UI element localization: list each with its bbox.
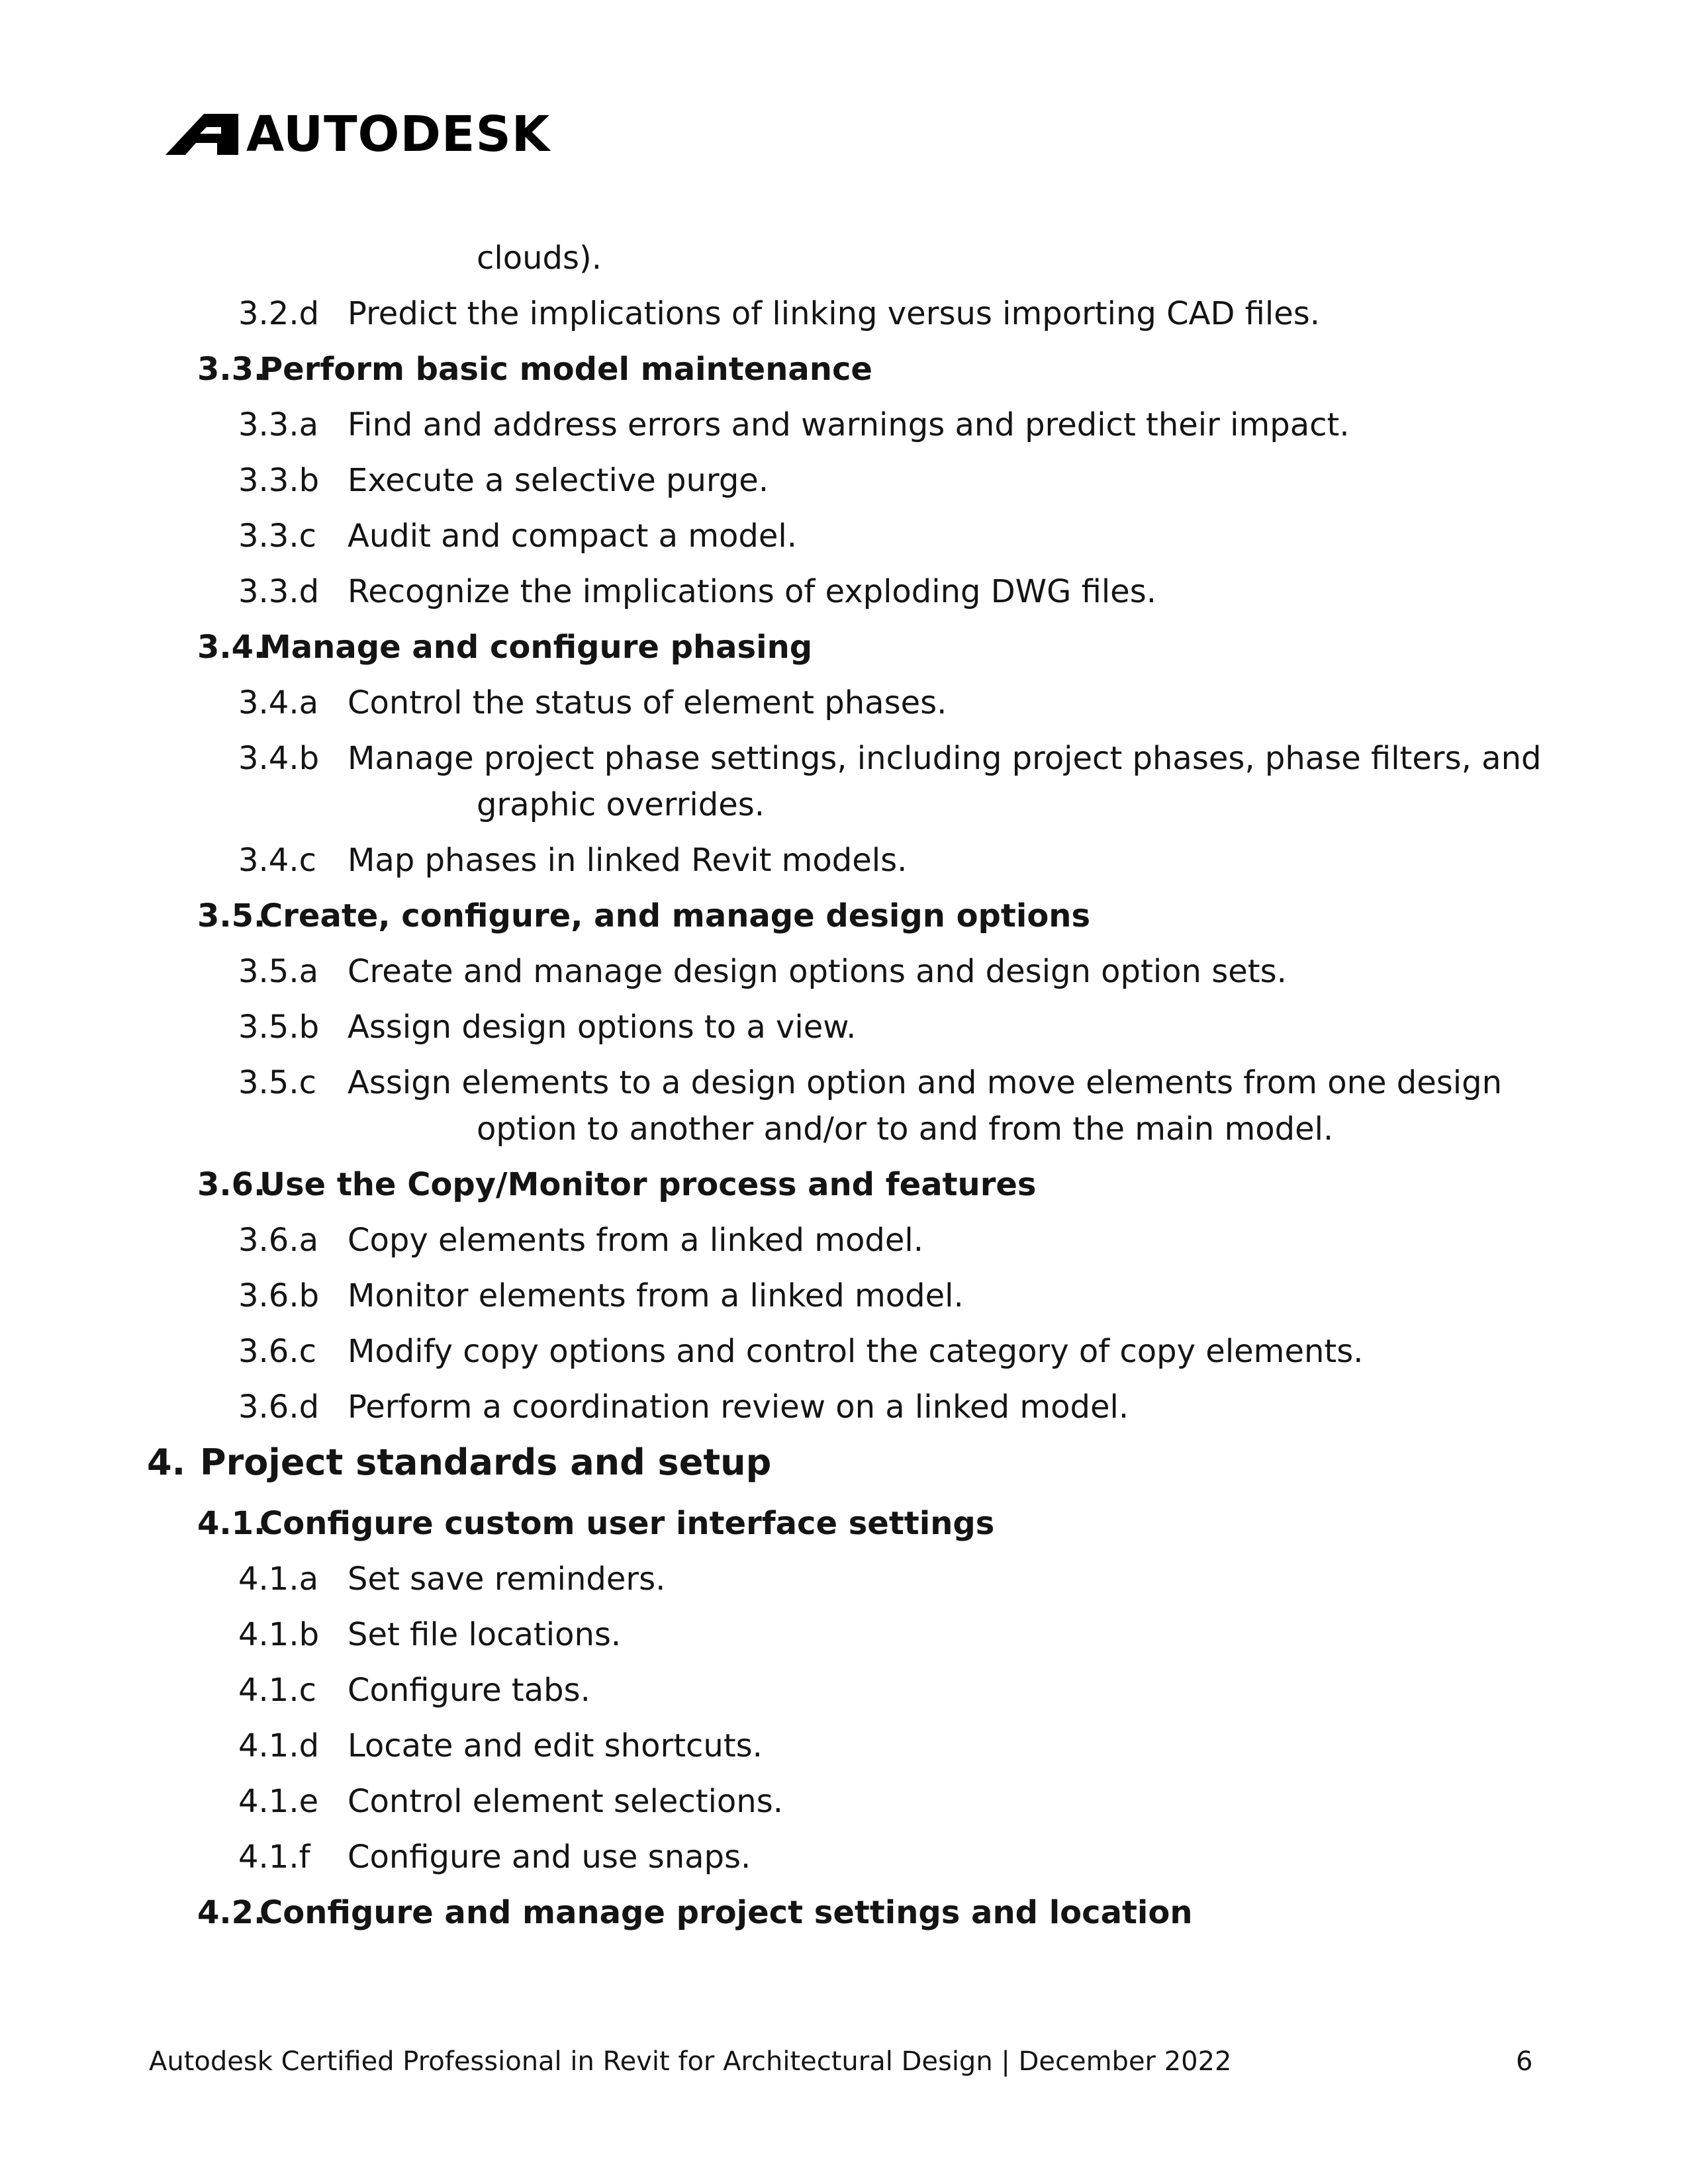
item-text: Find and address errors and warnings and predict their impact.	[348, 406, 1350, 443]
item-number: 3.5.	[197, 897, 266, 934]
item-number: 4.1.	[197, 1505, 266, 1542]
item-text: Predict the implications of linking versus importing CAD files.	[348, 295, 1321, 332]
item-number: 4.1.a	[238, 1561, 319, 1598]
item-number: 3.6.a	[238, 1222, 319, 1259]
item-number: 3.4.b	[238, 740, 320, 777]
item-text: Configure custom user interface settings	[259, 1505, 995, 1542]
item-text: Modify copy options and control the category of copy elements.	[348, 1333, 1364, 1370]
item-text: Project standards and setup	[200, 1441, 772, 1483]
item-text: Copy elements from a linked model.	[348, 1222, 923, 1259]
item-number: 3.3.d	[238, 573, 320, 610]
item-number: 4.2.	[197, 1894, 266, 1931]
item-number: 3.6.	[197, 1166, 266, 1203]
item-text: Execute a selective purge.	[348, 462, 769, 499]
item-text: graphic overrides.	[477, 786, 765, 823]
item-number: 3.2.d	[238, 295, 320, 332]
item-text: Manage and configure phasing	[259, 629, 813, 666]
item-number: 3.5.b	[238, 1009, 320, 1046]
item-number: 3.5.a	[238, 953, 319, 990]
item-text: clouds).	[477, 240, 602, 277]
item-number: 3.3.a	[238, 406, 319, 443]
item-number: 3.6.c	[238, 1333, 316, 1370]
item-text: Configure and manage project settings and location	[259, 1894, 1193, 1931]
item-text: Assign design options to a view.	[348, 1009, 857, 1046]
brand-logo	[165, 106, 551, 163]
item-text: Recognize the implications of exploding DWG files.	[348, 573, 1156, 610]
brand-wordmark: AUTODESK	[246, 106, 551, 163]
item-number: 3.3.	[197, 351, 266, 388]
item-text: Monitor elements from a linked model.	[348, 1277, 964, 1314]
item-text: Create and manage design options and design option sets.	[348, 953, 1287, 990]
autodesk-logo-icon	[165, 114, 238, 155]
item-text: Create, configure, and manage design options	[259, 897, 1091, 934]
item-text: Configure and use snaps.	[348, 1839, 751, 1876]
item-text: Configure tabs.	[348, 1672, 590, 1709]
item-number: 4.1.c	[238, 1672, 316, 1709]
item-number: 3.6.b	[238, 1277, 320, 1314]
item-text: Control the status of element phases.	[348, 684, 947, 721]
item-number: 3.4.a	[238, 684, 319, 721]
item-number: 4.	[147, 1441, 186, 1483]
item-number: 4.1.f	[238, 1839, 310, 1876]
page-number: 6	[1516, 2046, 1533, 2077]
item-text: Set save reminders.	[348, 1561, 666, 1598]
item-number: 3.5.c	[238, 1064, 316, 1101]
item-number: 3.6.d	[238, 1388, 320, 1426]
item-text: Map phases in linked Revit models.	[348, 842, 908, 879]
item-number: 3.3.c	[238, 518, 316, 555]
item-text: Assign elements to a design option and move elements from one design	[348, 1064, 1503, 1101]
item-number: 4.1.d	[238, 1727, 320, 1764]
item-number: 3.3.b	[238, 462, 320, 499]
item-text: Control element selections.	[348, 1783, 783, 1820]
item-text: Locate and edit shortcuts.	[348, 1727, 763, 1764]
item-number: 3.4.c	[238, 842, 316, 879]
item-number: 4.1.b	[238, 1616, 320, 1653]
item-text: Manage project phase settings, including project phases, phase filters, and	[348, 740, 1542, 777]
item-text: Audit and compact a model.	[348, 518, 797, 555]
item-text: Perform basic model maintenance	[259, 351, 872, 388]
item-text: Use the Copy/Monitor process and features	[259, 1166, 1037, 1203]
item-text: Set file locations.	[348, 1616, 622, 1653]
item-number: 3.4.	[197, 629, 266, 666]
item-text: option to another and/or to and from the main model.	[477, 1111, 1334, 1148]
footer-text: Autodesk Certified Professional in Revit for Architectural Design | December 2022	[149, 2046, 1232, 2077]
item-number: 4.1.e	[238, 1783, 319, 1820]
item-text: Perform a coordination review on a linked model.	[348, 1388, 1129, 1426]
